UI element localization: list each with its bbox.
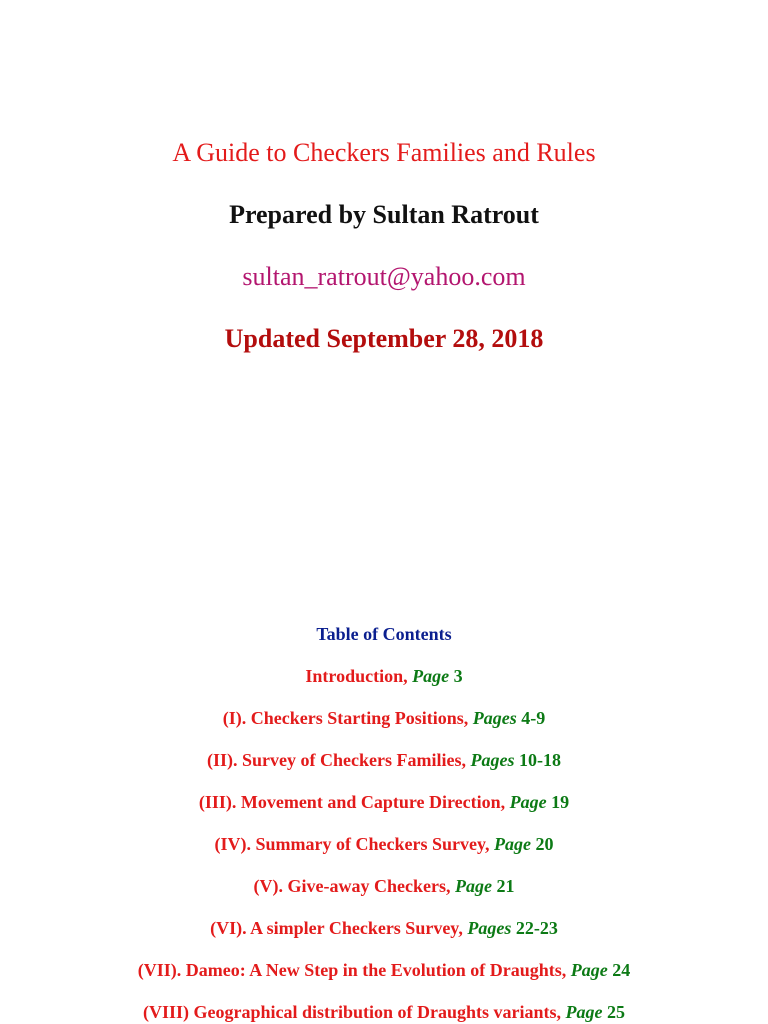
toc-page-number: 20 — [535, 834, 554, 854]
updated-date: Updated September 28, 2018 — [224, 324, 544, 353]
author-email-link[interactable]: sultan_ratrout@yahoo.com — [242, 262, 526, 291]
toc-page-word: Pages — [472, 708, 517, 728]
toc-page-number: 22-23 — [515, 918, 558, 938]
toc-page-word: Page — [412, 666, 450, 686]
toc-item-label: (III). Movement and Capture Direction, — [198, 792, 506, 812]
toc-item-summary-survey[interactable] — [0, 834, 768, 855]
toc-page-word: Page — [494, 834, 531, 854]
toc-item-label: Introduction, — [305, 666, 408, 686]
toc-page-number: 24 — [612, 960, 631, 980]
toc-item-label: (II). Survey of Checkers Families, — [207, 750, 466, 770]
toc-item-label: (IV). Summary of Checkers Survey, — [214, 834, 490, 854]
toc-item-give-away[interactable] — [0, 876, 768, 897]
document-title: A Guide to Checkers Families and Rules — [172, 138, 596, 167]
toc-item-geographical-distribution[interactable] — [0, 1002, 768, 1023]
toc-item-dameo[interactable] — [0, 960, 768, 981]
toc-page-word: Page — [509, 792, 547, 812]
toc-page-word: Pages — [470, 750, 515, 770]
toc-page-word: Page — [454, 876, 492, 896]
toc-item-survey-families[interactable] — [0, 750, 768, 771]
author-line: Prepared by Sultan Ratrout — [229, 200, 539, 229]
toc-item-label: (VI). A simpler Checkers Survey, — [210, 918, 463, 938]
toc-page-number: 10-18 — [518, 750, 561, 770]
toc-page-word: Page — [565, 1002, 603, 1022]
toc-page-number: 19 — [551, 792, 570, 812]
toc-page-number: 4-9 — [521, 708, 546, 728]
toc-item-label: (VII). Dameo: A New Step in the Evolution of Draughts, — [137, 960, 567, 980]
toc-item-label: (V). Give-away Checkers, — [253, 876, 451, 896]
toc-heading: Table of Contents — [316, 624, 452, 644]
toc-item-movement-capture[interactable] — [0, 792, 768, 813]
toc-page-number: 3 — [453, 666, 463, 686]
toc-item-label: (I). Checkers Starting Positions, — [222, 708, 469, 728]
toc-item-introduction[interactable] — [0, 666, 768, 687]
toc-item-starting-positions[interactable] — [0, 708, 768, 729]
toc-item-simpler-survey[interactable] — [0, 918, 768, 939]
toc-page-number: 21 — [496, 876, 515, 896]
toc-page-word: Page — [570, 960, 608, 980]
toc-item-label: (VIII) Geographical distribution of Draughts variants, — [142, 1002, 562, 1022]
toc-page-word: Pages — [467, 918, 512, 938]
toc-page-number: 25 — [607, 1002, 625, 1022]
